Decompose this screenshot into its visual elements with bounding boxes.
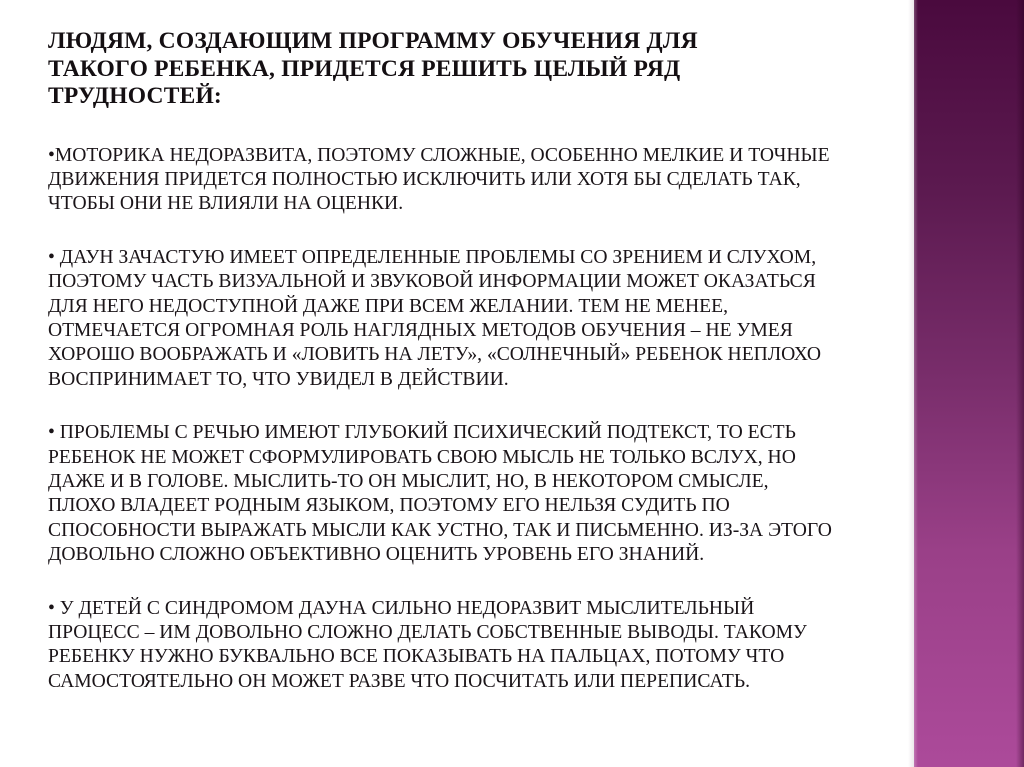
bullet-line: СПОСОБНОСТИ ВЫРАЖАТЬ МЫСЛИ КАК УСТНО, ТАК И ПИСЬМЕННО. ИЗ-ЗА ЭТОГО — [48, 519, 832, 541]
slide-title — [48, 28, 908, 111]
side-bar-highlight — [914, 0, 918, 767]
bullet-line: • ДАУН ЗАЧАСТУЮ ИМЕЕТ ОПРЕДЕЛЕННЫЕ ПРОБЛЕМЫ СО ЗРЕНИЕМ И СЛУХОМ, — [48, 246, 817, 268]
side-bar-shade — [1016, 0, 1024, 767]
slide-content — [48, 28, 908, 723]
bullet-thinking — [48, 597, 908, 695]
bullet-line: ДОВОЛЬНО СЛОЖНО ОБЪЕКТИВНО ОЦЕНИТЬ УРОВЕНЬ ЕГО ЗНАНИЙ. — [48, 544, 705, 566]
bullet-line: САМОСТОЯТЕЛЬНО ОН МОЖЕТ РАЗВЕ ЧТО ПОСЧИТАТЬ ИЛИ ПЕРЕПИСАТЬ. — [48, 670, 750, 692]
title-line: ТРУДНОСТЕЙ: — [48, 83, 222, 109]
title-line: ЛЮДЯМ, СОЗДАЮЩИМ ПРОГРАММУ ОБУЧЕНИЯ ДЛЯ — [48, 28, 698, 54]
bullet-line: ХОРОШО ВООБРАЖАТЬ И «ЛОВИТЬ НА ЛЕТУ», «СОЛНЕЧНЫЙ» РЕБЕНОК НЕПЛОХО — [48, 344, 822, 366]
bullet-list — [48, 144, 908, 695]
bullet-line: РЕБЕНОК НЕ МОЖЕТ СФОРМУЛИРОВАТЬ СВОЮ МЫСЛЬ НЕ ТОЛЬКО ВСЛУХ, НО — [48, 446, 796, 468]
bullet-line: ПОЭТОМУ ЧАСТЬ ВИЗУАЛЬНОЙ И ЗВУКОВОЙ ИНФОРМАЦИИ МОЖЕТ ОКАЗАТЬСЯ — [48, 271, 816, 293]
bullet-motor-skills — [48, 144, 908, 217]
bullet-line: • У ДЕТЕЙ С СИНДРОМОМ ДАУНА СИЛЬНО НЕДОРАЗВИТ МЫСЛИТЕЛЬНЫЙ — [48, 597, 755, 619]
bullet-line: ПЛОХО ВЛАДЕЕТ РОДНЫМ ЯЗЫКОМ, ПОЭТОМУ ЕГО НЕЛЬЗЯ СУДИТЬ ПО — [48, 495, 730, 517]
bullet-line: РЕБЕНКУ НУЖНО БУКВАЛЬНО ВСЕ ПОКАЗЫВАТЬ НА ПАЛЬЦАХ, ПОТОМУ ЧТО — [48, 646, 785, 668]
bullet-line: ДЛЯ НЕГО НЕДОСТУПНОЙ ДАЖЕ ПРИ ВСЕМ ЖЕЛАНИИ. ТЕМ НЕ МЕНЕЕ, — [48, 295, 728, 317]
bullet-line: ОТМЕЧАЕТСЯ ОГРОМНАЯ РОЛЬ НАГЛЯДНЫХ МЕТОДОВ ОБУЧЕНИЯ – НЕ УМЕЯ — [48, 319, 793, 341]
bullet-vision-hearing — [48, 246, 908, 392]
bullet-line: • ПРОБЛЕМЫ С РЕЧЬЮ ИМЕЮТ ГЛУБОКИЙ ПСИХИЧЕСКИЙ ПОДТЕКСТ, ТО ЕСТЬ — [48, 422, 796, 444]
bullet-line: •МОТОРИКА НЕДОРАЗВИТА, ПОЭТОМУ СЛОЖНЫЕ, ОСОБЕННО МЕЛКИЕ И ТОЧНЫЕ — [48, 144, 830, 166]
bullet-line: ВОСПРИНИМАЕТ ТО, ЧТО УВИДЕЛ В ДЕЙСТВИИ. — [48, 368, 509, 390]
title-line: ТАКОГО РЕБЕНКА, ПРИДЕТСЯ РЕШИТЬ ЦЕЛЫЙ РЯД — [48, 55, 681, 82]
bullet-speech — [48, 421, 908, 567]
bullet-line: ДАЖЕ И В ГОЛОВЕ. МЫСЛИТЬ-ТО ОН МЫСЛИТ, НО, В НЕКОТОРОМ СМЫСЛЕ, — [48, 470, 769, 492]
bullet-line: ДВИЖЕНИЯ ПРИДЕТСЯ ПОЛНОСТЬЮ ИСКЛЮЧИТЬ ИЛИ ХОТЯ БЫ СДЕЛАТЬ ТАК, — [48, 168, 801, 190]
bullet-line: ЧТОБЫ ОНИ НЕ ВЛИЯЛИ НА ОЦЕНКИ. — [48, 193, 404, 215]
decorative-side-bar — [914, 0, 1024, 767]
bullet-line: ПРОЦЕСС – ИМ ДОВОЛЬНО СЛОЖНО ДЕЛАТЬ СОБСТВЕННЫЕ ВЫВОДЫ. ТАКОМУ — [48, 622, 807, 643]
